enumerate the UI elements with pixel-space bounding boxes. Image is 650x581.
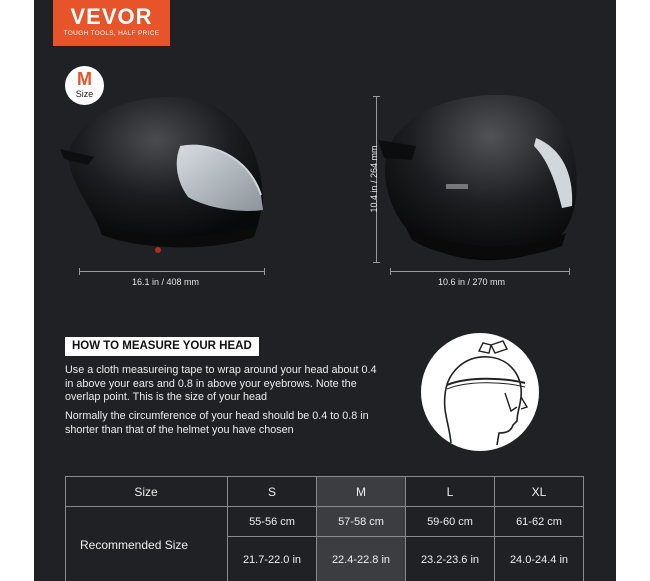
product-info-canvas: [34, 0, 616, 581]
size-l-in: 23.2-23.6 in: [406, 537, 495, 581]
helmet-side-view-image: [58, 85, 278, 265]
rear-width-dimension: 10.6 in / 270 mm: [438, 277, 506, 287]
measure-instructions: Use a cloth measureing tape to wrap around your head about 0.4 in above your ears and 0.8 in above your eyebrows. Note the overlap point. This is the size of your head: [65, 364, 377, 403]
size-badge-word: Size: [75, 89, 94, 99]
height-dimension: 10.4 in / 264 mm: [369, 145, 379, 213]
size-col-s: S: [228, 477, 317, 507]
head-profile-icon: [421, 333, 539, 451]
measure-note: Normally the circumference of your head should be 0.4 to 0.8 in shorter than that of the helmet you have chosen: [65, 410, 369, 436]
measure-section-title: HOW TO MEASURE YOUR HEAD: [65, 337, 259, 356]
size-s-in: 21.7-22.0 in: [228, 537, 317, 581]
size-s-cm: 55-56 cm: [228, 507, 317, 537]
size-l-cm: 59-60 cm: [406, 507, 495, 537]
size-m-cm: 57-58 cm: [317, 507, 406, 537]
head-measure-illustration: [421, 333, 539, 451]
size-col-xl: XL: [495, 477, 584, 507]
brand-name: VEVOR: [70, 4, 153, 29]
size-chart-header-row: [66, 477, 584, 507]
size-chart-cm-row: [66, 507, 584, 537]
size-xl-cm: 61-62 cm: [495, 507, 584, 537]
size-col-m: M: [317, 477, 406, 507]
brand-logo: [53, 0, 170, 46]
size-header-label: Size: [66, 477, 228, 507]
size-xl-in: 24.0-24.4 in: [495, 537, 584, 581]
side-length-dimension-line: [79, 271, 265, 272]
size-m-in: 22.4-22.8 in: [317, 537, 406, 581]
rear-width-dimension-line: [390, 271, 570, 272]
size-col-l: L: [406, 477, 495, 507]
size-badge-letter: M: [77, 69, 92, 89]
size-chart-table: [65, 476, 584, 581]
helmet-rear-view-image: [376, 88, 586, 268]
brand-tagline: TOUGH TOOLS, HALF PRICE: [63, 30, 160, 37]
side-length-dimension: 16.1 in / 408 mm: [132, 277, 200, 287]
recommended-size-label: Recommended Size: [66, 507, 228, 581]
